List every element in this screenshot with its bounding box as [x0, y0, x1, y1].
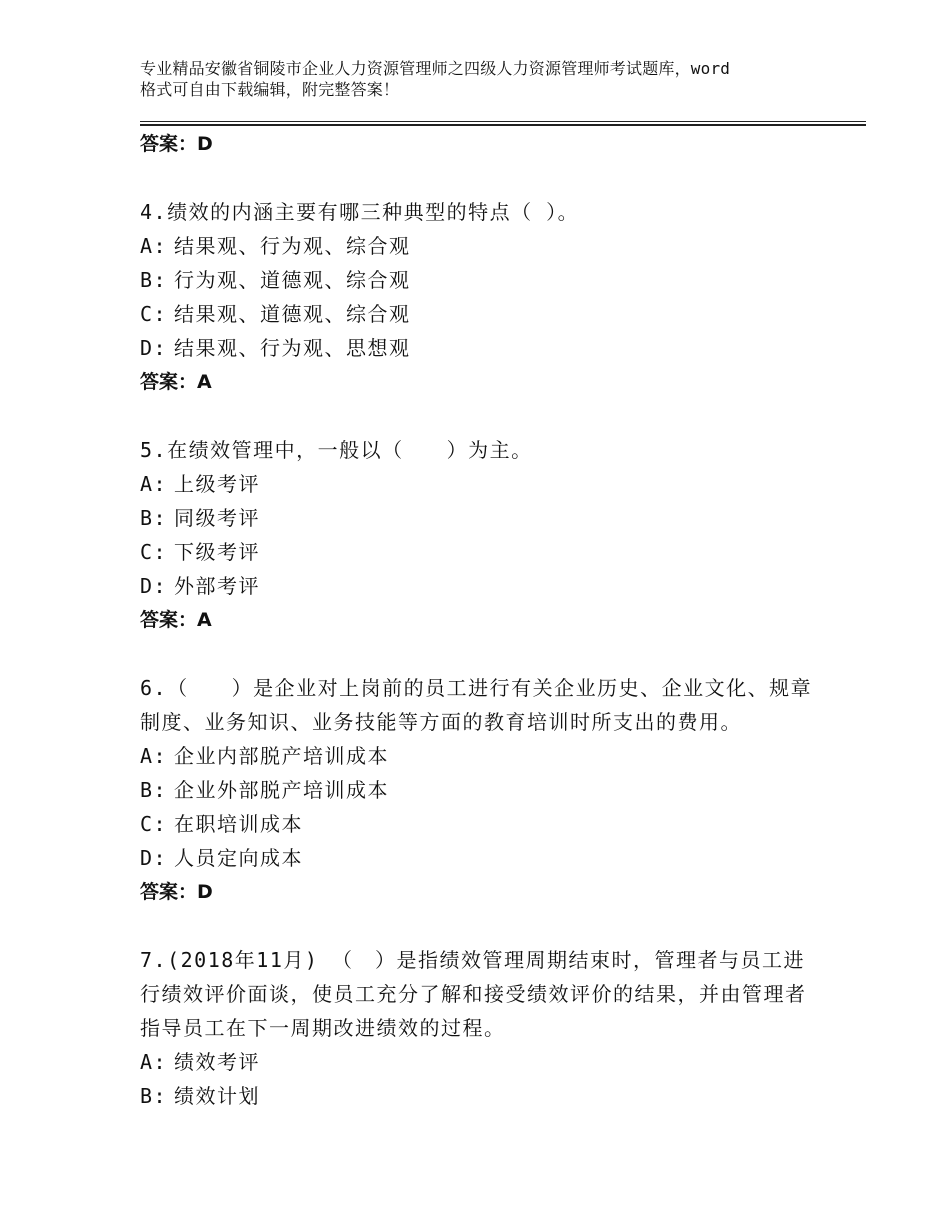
question-stem: 6.（ ）是企业对上岗前的员工进行有关企业历史、企业文化、规章制度、业务知识、业务技能等方面的教育培训时所支出的费用。: [140, 676, 813, 734]
option-b: [140, 263, 820, 297]
question-6: [140, 671, 820, 909]
option-text: 上级考评: [174, 472, 260, 496]
option-text: 企业外部脱产培训成本: [174, 778, 389, 802]
document-header: [140, 58, 830, 100]
question-stem: 5.在绩效管理中，一般以（ ）为主。: [140, 438, 533, 462]
question-4: [140, 195, 820, 399]
answer-line: 答案：D: [140, 881, 213, 903]
option-a: [140, 467, 820, 501]
option-d: [140, 841, 820, 875]
option-text: 结果观、道德观、综合观: [174, 302, 411, 326]
option-c: [140, 297, 820, 331]
option-text: 结果观、行为观、思想观: [174, 336, 411, 360]
option-letter: D:: [140, 336, 168, 360]
previous-answer: 答案：D: [140, 133, 213, 155]
header-divider-thick: [140, 124, 866, 126]
option-b: [140, 1079, 820, 1113]
option-letter: D:: [140, 846, 168, 870]
option-c: [140, 807, 820, 841]
option-text: 外部考评: [174, 574, 260, 598]
option-b: [140, 501, 820, 535]
option-text: 同级考评: [174, 506, 260, 530]
option-a: [140, 739, 820, 773]
option-letter: D:: [140, 574, 168, 598]
option-text: 绩效计划: [174, 1084, 260, 1108]
question-list: [140, 127, 820, 1113]
option-text: 结果观、行为观、综合观: [174, 234, 411, 258]
option-d: [140, 569, 820, 603]
option-letter: B:: [140, 506, 168, 530]
option-letter: A:: [140, 744, 168, 768]
option-text: 下级考评: [174, 540, 260, 564]
option-text: 人员定向成本: [174, 846, 303, 870]
header-divider-thin: [140, 121, 866, 122]
answer-line: 答案：A: [140, 609, 212, 631]
question-stem: 7.(2018年11月) （ ）是指绩效管理周期结束时，管理者与员工进行绩效评价面谈，使员工充分了解和接受绩效评价的结果，并由管理者指导员工在下一周期改进绩效的过程。: [140, 948, 807, 1040]
option-d: [140, 331, 820, 365]
header-title-line1: 专业精品安徽省铜陵市企业人力资源管理师之四级人力资源管理师考试题库，word: [140, 59, 731, 78]
option-text: 企业内部脱产培训成本: [174, 744, 389, 768]
option-letter: B:: [140, 268, 168, 292]
question-5: [140, 433, 820, 637]
question-7: [140, 943, 820, 1113]
option-text: 行为观、道德观、综合观: [174, 268, 411, 292]
option-letter: C:: [140, 302, 168, 326]
option-letter: B:: [140, 1084, 168, 1108]
option-text: 绩效考评: [174, 1050, 260, 1074]
question-stem: 4.绩效的内涵主要有哪三种典型的特点（ ）。: [140, 200, 580, 224]
option-letter: A:: [140, 1050, 168, 1074]
option-letter: C:: [140, 540, 168, 564]
answer-line: 答案：A: [140, 371, 212, 393]
option-letter: C:: [140, 812, 168, 836]
option-a: [140, 229, 820, 263]
option-letter: B:: [140, 778, 168, 802]
option-c: [140, 535, 820, 569]
option-a: [140, 1045, 820, 1079]
option-b: [140, 773, 820, 807]
header-title-line2: 格式可自由下载编辑，附完整答案！: [140, 80, 400, 99]
option-text: 在职培训成本: [174, 812, 303, 836]
option-letter: A:: [140, 234, 168, 258]
option-letter: A:: [140, 472, 168, 496]
